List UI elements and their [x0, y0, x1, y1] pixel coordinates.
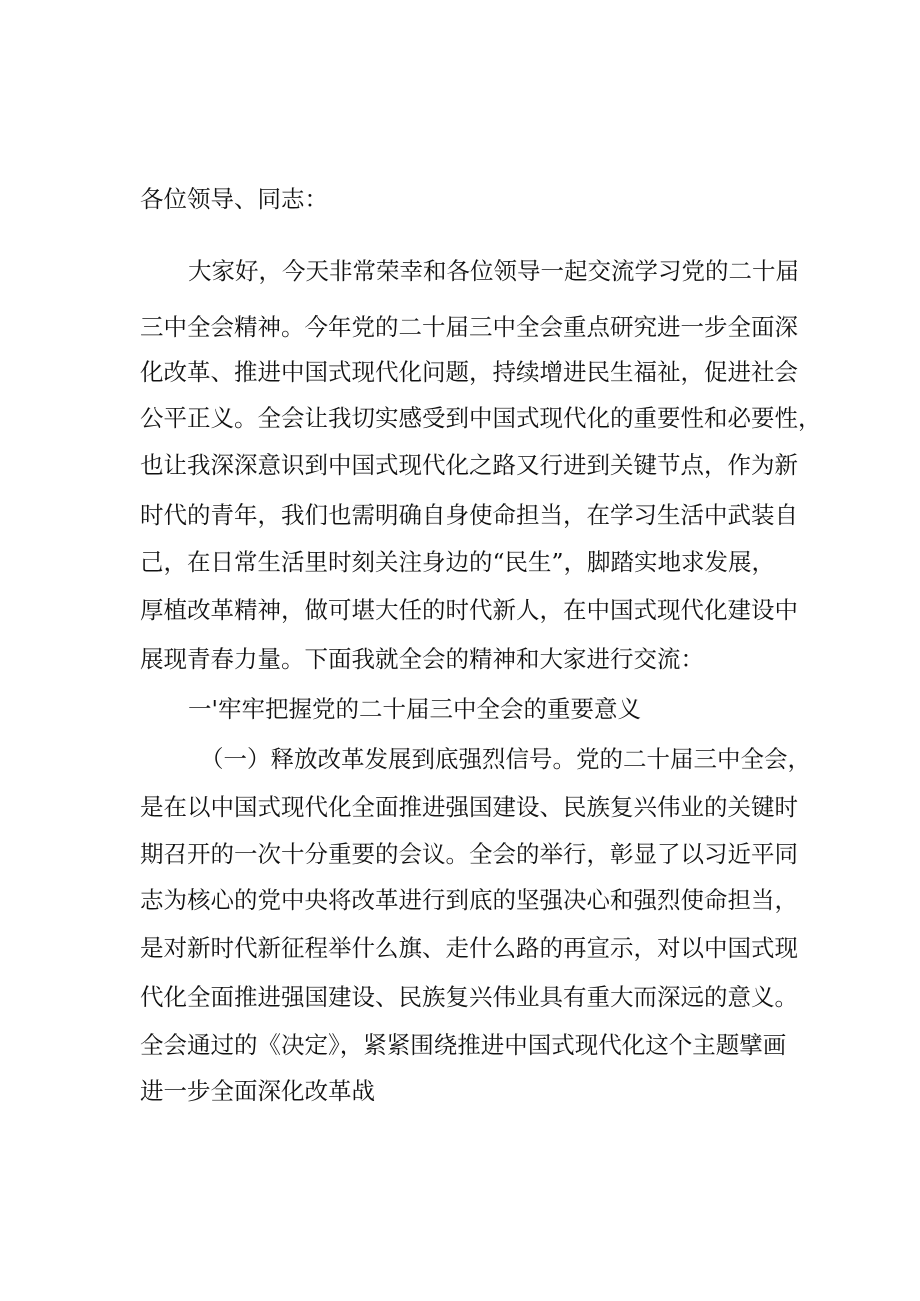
paragraph-1-line-1: 大家好，今天非常荣幸和各位领导一起交流学习党的二十届 [188, 257, 799, 285]
paragraph-1-line-3: 化改革、推进中国式现代化问题，持续增进民生福祉，促进社会 [140, 358, 798, 386]
paragraph-1-line-5: 也让我深深意识到中国式现代化之路又行进到关键节点，作为新 [140, 451, 798, 479]
paragraph-2-line-8: 进一步全面深化改革战 [140, 1077, 375, 1105]
paragraph-1-line-2: 三中全会精神。今年党的二十届三中全会重点研究进一步全面深 [140, 313, 798, 341]
paragraph-1-line-8: 厚植改革精神，做可堪大任的时代新人，在中国式现代化建设中 [140, 596, 798, 624]
paragraph-2-line-3: 期召开的一次十分重要的会议。全会的举行，彰显了以习近平同 [140, 840, 798, 868]
paragraph-1-line-6: 时代的青年，我们也需明确自身使命担当，在学习生活中武装自 [140, 501, 798, 529]
paragraph-2-line-5: 是对新时代新征程举什么旗、走什么路的再宣示，对以中国式现 [140, 934, 798, 962]
paragraph-2-line-7: 全会通过的《决定》，紧紧围绕推进中国式现代化这个主题擘画 [140, 1031, 787, 1059]
paragraph-2-line-6: 代化全面推进强国建设、民族复兴伟业具有重大而深远的意义。 [140, 983, 798, 1011]
section-heading-1: 一'牢牢把握党的二十届三中全会的重要意义 [188, 695, 641, 723]
paragraph-1-line-7: 己，在日常生活里时刻关注身边的“民生”，脚踏实地求发展， [140, 548, 776, 576]
paragraph-2-line-2: 是在以中国式现代化全面推进强国建设、民族复兴伟业的关键时 [140, 793, 798, 821]
paragraph-2-line-4: 志为核心的党中央将改革进行到底的坚强决心和强烈使命担当， [140, 886, 798, 914]
paragraph-1-line-9: 展现青春力量。下面我就全会的精神和大家进行交流： [140, 645, 704, 673]
paragraph-2-line-1: （一）释放改革发展到底强烈信号。党的二十届三中全会， [200, 745, 811, 773]
salutation: 各位领导、同志： [140, 185, 328, 213]
paragraph-1-line-4: 公平正义。全会让我切实感受到中国式现代化的重要性和必要性， [140, 404, 822, 432]
